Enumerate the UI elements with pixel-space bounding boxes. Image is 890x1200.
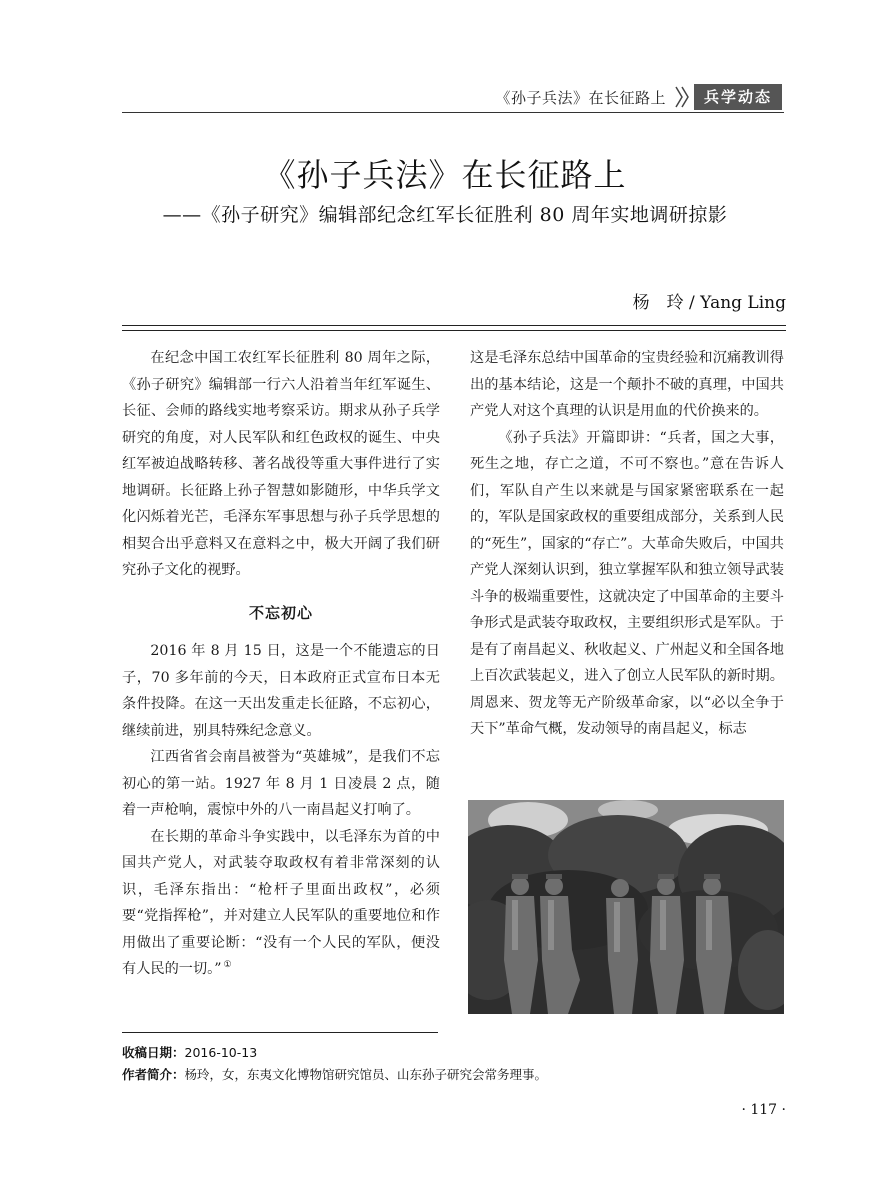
body-paragraph: 2016 年 8 月 15 日，这是一个不能遗忘的日子，70 多年前的今天，日本政府正式宣布日本无条件投降。在这一天出发重走长征路，不忘初心，继续前进，别具特殊纪念意义。 [122, 643, 440, 739]
intro-paragraph: 在纪念中国工农红军长征胜利 80 周年之际，《孙子研究》编辑部一行六人沿着当年红军诞生、长征、会师的路线实地考察采访。期求从孙子兵学研究的角度，对人民军队和红色政权的诞生、中央红军被迫战略转移、著名战役等重大事件进行了实地调研。长征路上孙子智慧如影随形，中华兵学文化闪烁着光芒，毛泽东军事思想与孙子兵学思想的相契合出乎意料又在意料之中，极大开阔了我们研究孙子文化的视野。 [122, 350, 440, 578]
section-label: 兵学动态 [694, 84, 782, 110]
body-paragraph-text: 在长期的革命斗争实践中，以毛泽东为首的中国共产党人，对武装夺取政权有着非常深刻的认识，毛泽东指出：“枪杆子里面出政权”，必须要“党指挥枪”，并对建立人民军队的重要地位和作用做出了重要论断：“没有一个人民的军队，便没有人民的一切。” [122, 828, 440, 977]
author-bio-label: 作者简介： [122, 1067, 185, 1082]
left-column [122, 345, 440, 983]
author-bio-line [122, 1064, 782, 1086]
received-date-line [122, 1042, 782, 1064]
author-byline: 杨 玲 / Yang Ling [632, 293, 786, 313]
received-date-label: 收稿日期： [122, 1045, 185, 1060]
footnotes [122, 1042, 782, 1086]
author-bio-value: 杨玲，女，东夷文化博物馆研究馆员、山东孙子研究会常务理事。 [184, 1067, 548, 1082]
title-rule-top [122, 325, 786, 326]
article-title: 《孙子兵法》在长征路上 [263, 156, 627, 194]
running-header [495, 82, 782, 112]
page-number: · 117 · [741, 1102, 786, 1118]
header-rule [122, 112, 784, 113]
statue-photo [468, 800, 784, 1014]
statue-photo-image [468, 800, 784, 1014]
right-column [470, 345, 784, 743]
body-paragraph: 《孙子兵法》开篇即讲：“兵者，国之大事，死生之地，存亡之道，不可不察也。”意在告诉人们，军队自产生以来就是与国家紧密联系在一起的，军队是国家政权的重要组成部分，关系到人民的“死生”，国家的“存亡”。大革命失败后，中国共产党人深刻认识到，独立掌握军队和独立领导武装斗争的极端重要性，这就决定了中国革命的主要斗争形式是武装夺取政权，主要组织形式是军队。于是有了南昌起义、秋收起义、广州起义和全国各地上百次武装起义，进入了创立人民军队的新时期。周恩来、贺龙等无产阶级革命家，以“必以全争于天下”革命气概，发动领导的南昌起义，标志 [470, 429, 784, 737]
received-date-value: 2016-10-13 [184, 1045, 258, 1060]
footnote-rule [122, 1032, 438, 1033]
section-heading: 不忘初心 [248, 603, 313, 622]
footnote-reference[interactable]: ① [223, 960, 232, 971]
running-header-title: 《孙子兵法》在长征路上 [495, 88, 666, 107]
body-paragraph: 江西省省会南昌被誉为“英雄城”，是我们不忘初心的第一站。1927 年 8 月 1 日凌晨 2 点，随着一声枪响，震惊中外的八一南昌起义打响了。 [122, 749, 440, 818]
article-subtitle: ——《孙子研究》编辑部纪念红军长征胜利 80 周年实地调研掠影 [162, 204, 728, 226]
double-chevron-icon [674, 85, 690, 109]
body-paragraph: 这是毛泽东总结中国革命的宝贵经验和沉痛教训得出的基本结论，这是一个颠扑不破的真理，中国共产党人对这个真理的认识是用血的代价换来的。 [470, 350, 784, 419]
title-rule-bottom [122, 330, 786, 331]
body-paragraph [122, 824, 440, 983]
